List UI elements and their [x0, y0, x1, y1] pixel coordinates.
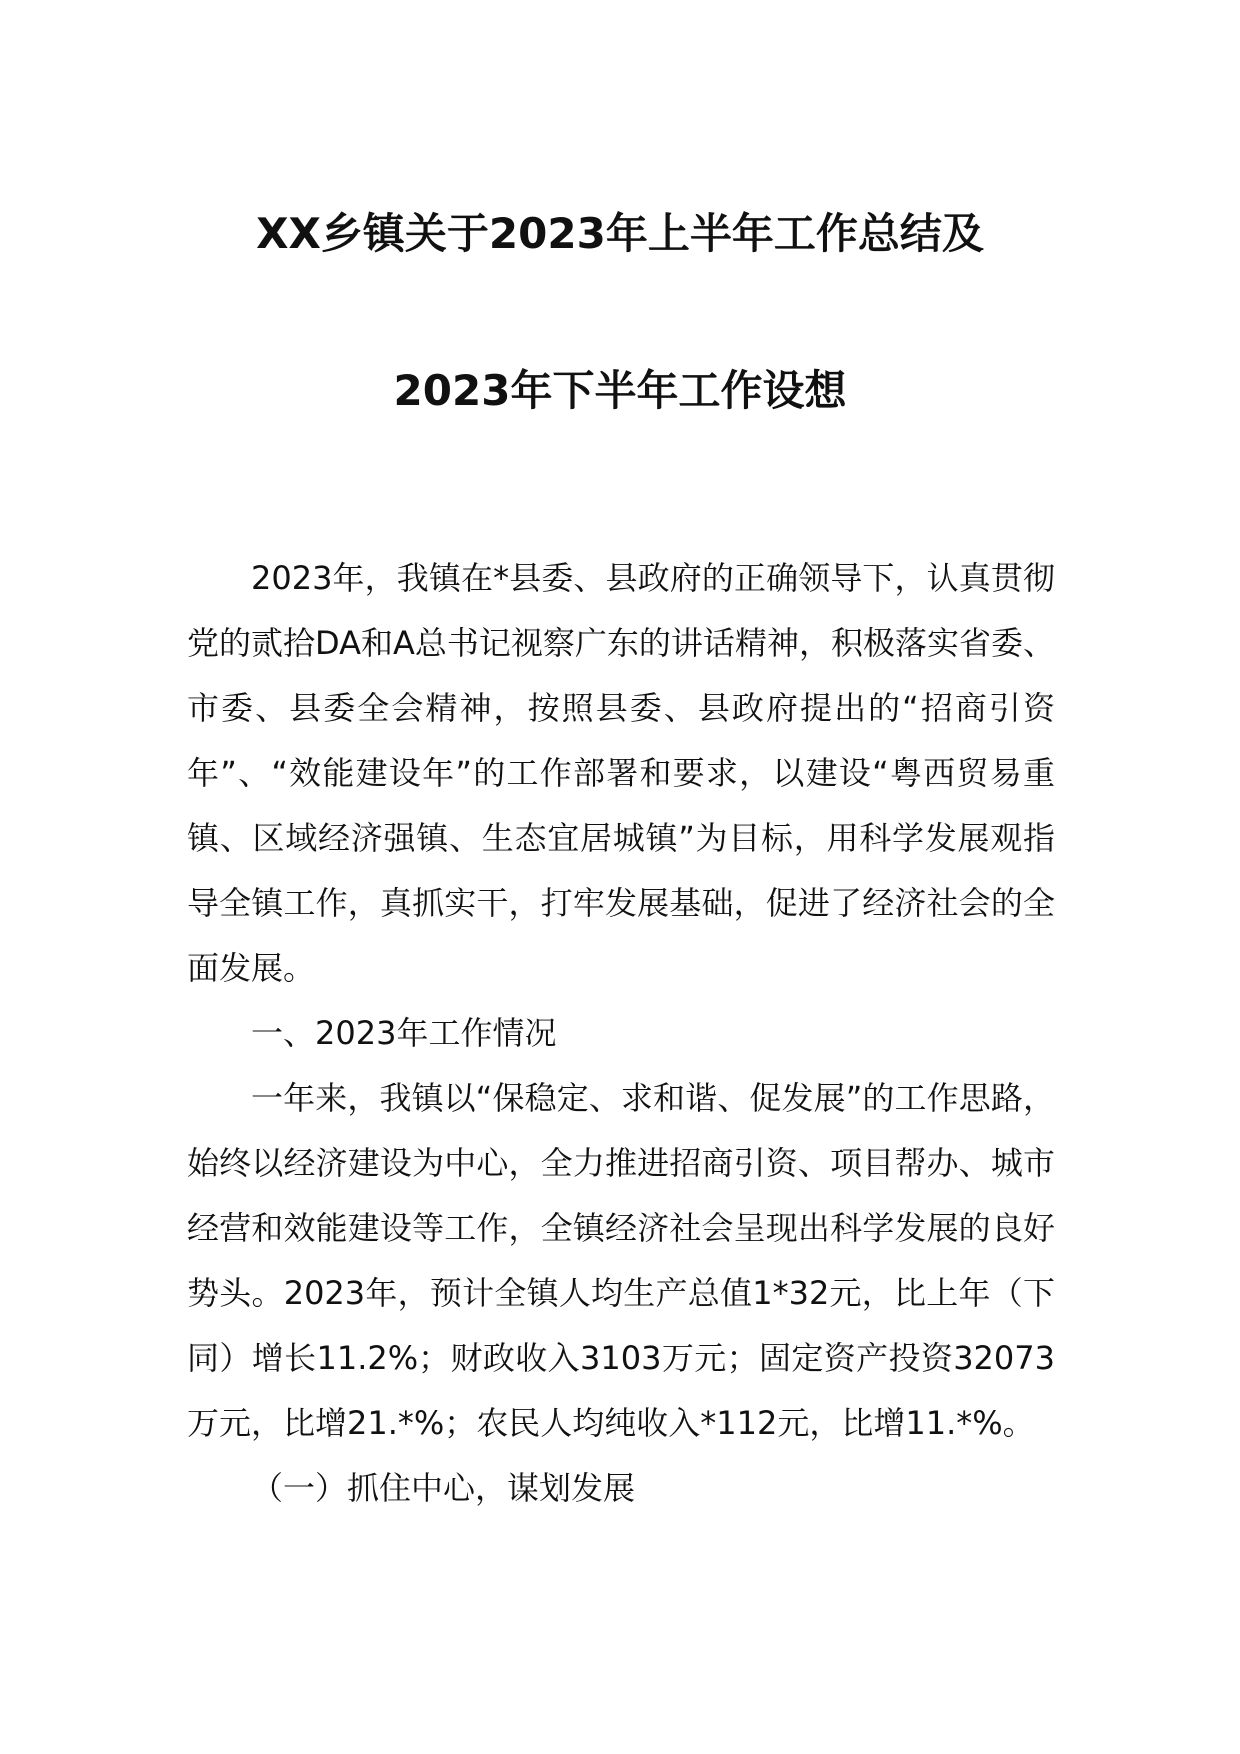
subsection-heading: （一）抓住中心，谋划发展 [251, 1469, 636, 1507]
document-title-line-1: XX乡镇关于2023年上半年工作总结及 [256, 209, 984, 258]
intro-paragraph: 2023年，我镇在*县委、县政府的正确领导下，认真贯彻党的贰拾DA和A总书记视察广东的讲话精神，积极落实省委、市委、县委全会精神，按照县委、县政府提出的“招商引资年”、“效能建设年”的工作部署和要求，以建设“粤西贸易重镇、区域经济强镇、生态宜居城镇”为目标，用科学发展观指导全镇工作，真抓实干，打牢发展基础，促进了经济社会的全面发展。 [187, 559, 1055, 987]
document-body [187, 546, 1055, 1521]
section-paragraph: 一年来，我镇以“保稳定、求和谐、促发展”的工作思路，始终以经济建设为中心，全力推进招商引资、项目帮办、城市经营和效能建设等工作，全镇经济社会呈现出科学发展的良好势头。2023年，预计全镇人均生产总值1*32元，比上年（下同）增长11.2%；财政收入3103万元；固定资产投资32073万元，比增21.*%；农民人均纯收入*112元，比增11.*%。 [187, 1079, 1055, 1442]
document-title-line-2: 2023年下半年工作设想 [393, 366, 847, 415]
section-heading: 一、2023年工作情况 [251, 1014, 557, 1052]
